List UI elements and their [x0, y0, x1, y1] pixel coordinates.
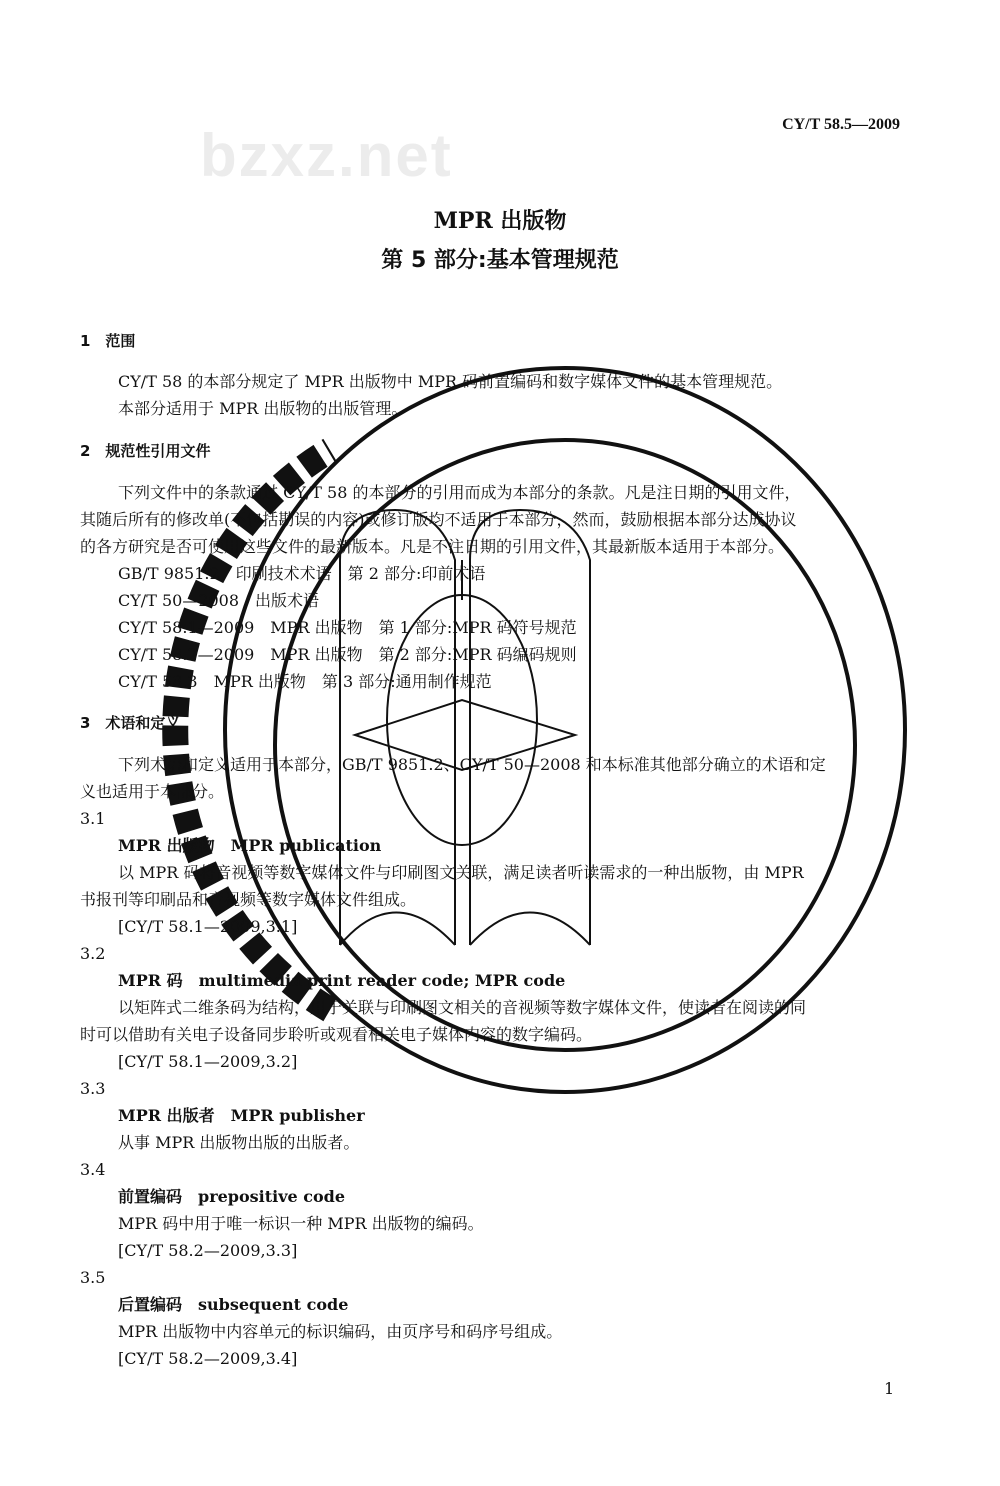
reference-item: CY/T 58.3 MPR 出版物 第 3 部分:通用制作规范 [118, 672, 492, 691]
term-source: [CY/T 58.1—2009,3.1] [118, 917, 298, 936]
title-line-1: MPR 出版物 [433, 208, 567, 234]
watermark: bzxz.net [200, 122, 453, 189]
term-definition: 以矩阵式二维条码为结构，用于关联与印刷图文相关的音视频等数字媒体文件，使读者在阅读的同 [118, 998, 807, 1017]
term-source: [CY/T 58.2—2009,3.3] [118, 1241, 298, 1260]
section-3-heading: 3 术语和定义 [80, 714, 181, 732]
paragraph: CY/T 58 的本部分规定了 MPR 出版物中 MPR 码前置编码和数字媒体文件的基本管理规范。 [118, 372, 783, 391]
section-1-heading: 1 范围 [80, 332, 136, 350]
standard-code: CY/T 58.5—2009 [782, 116, 900, 133]
reference-item: CY/T 58.1—2009 MPR 出版物 第 1 部分:MPR 码符号规范 [118, 618, 577, 637]
term-number: 3.5 [80, 1268, 106, 1287]
term-title: MPR 码 multimedia print reader code; MPR code [118, 971, 566, 990]
term-number: 3.1 [80, 809, 106, 828]
term-title: MPR 出版物 MPR publication [118, 836, 382, 855]
term-source: [CY/T 58.1—2009,3.2] [118, 1052, 298, 1071]
term-definition: MPR 码中用于唯一标识一种 MPR 出版物的编码。 [118, 1214, 484, 1233]
paragraph: 本部分适用于 MPR 出版物的出版管理。 [118, 399, 408, 418]
paragraph: 义也适用于本部分。 [80, 782, 225, 801]
term-definition: 以 MPR 码将音视频等数字媒体文件与印刷图文关联，满足读者听读需求的一种出版物，由 MPR [118, 863, 804, 882]
term-source: [CY/T 58.2—2009,3.4] [118, 1349, 298, 1368]
paragraph: 的各方研究是否可使用这些文件的最新版本。凡是不注日期的引用文件，其最新版本适用于本部分。 [80, 537, 785, 556]
term-definition: 时可以借助有关电子设备同步聆听或观看相关电子媒体内容的数字编码。 [80, 1025, 593, 1044]
paragraph: 其随后所有的修改单(不包括勘误的内容)或修订版均不适用于本部分，然而，鼓励根据本部分达成协议 [80, 510, 797, 529]
term-definition: MPR 出版物中内容单元的标识编码，由页序号和码序号组成。 [118, 1322, 563, 1341]
reference-item: CY/T 58.2—2009 MPR 出版物 第 2 部分:MPR 码编码规则 [118, 645, 577, 664]
reference-item: CY/T 50—2008 出版术语 [118, 591, 320, 610]
term-number: 3.4 [80, 1160, 106, 1179]
reference-item: GB/T 9851.2 印刷技术术语 第 2 部分:印前术语 [118, 564, 486, 583]
term-number: 3.2 [80, 944, 106, 963]
term-definition: 书报刊等印刷品和音视频等数字媒体文件组成。 [80, 890, 417, 909]
paragraph: 下列术语和定义适用于本部分，GB/T 9851.2、CY/T 50—2008 和本标准其他部分确立的术语和定 [118, 755, 826, 774]
term-number: 3.3 [80, 1079, 106, 1098]
title-line-2: 第 5 部分:基本管理规范 [381, 248, 619, 273]
term-title: MPR 出版者 MPR publisher [118, 1106, 365, 1125]
section-2-heading: 2 规范性引用文件 [80, 442, 211, 460]
term-definition: 从事 MPR 出版物出版的出版者。 [118, 1133, 360, 1152]
paragraph: 下列文件中的条款通过 CY/T 58 的本部分的引用而成为本部分的条款。凡是注日期的引用文件， [118, 483, 801, 502]
term-title: 后置编码 subsequent code [118, 1295, 349, 1314]
page-number: 1 [884, 1379, 895, 1398]
term-title: 前置编码 prepositive code [118, 1187, 346, 1206]
